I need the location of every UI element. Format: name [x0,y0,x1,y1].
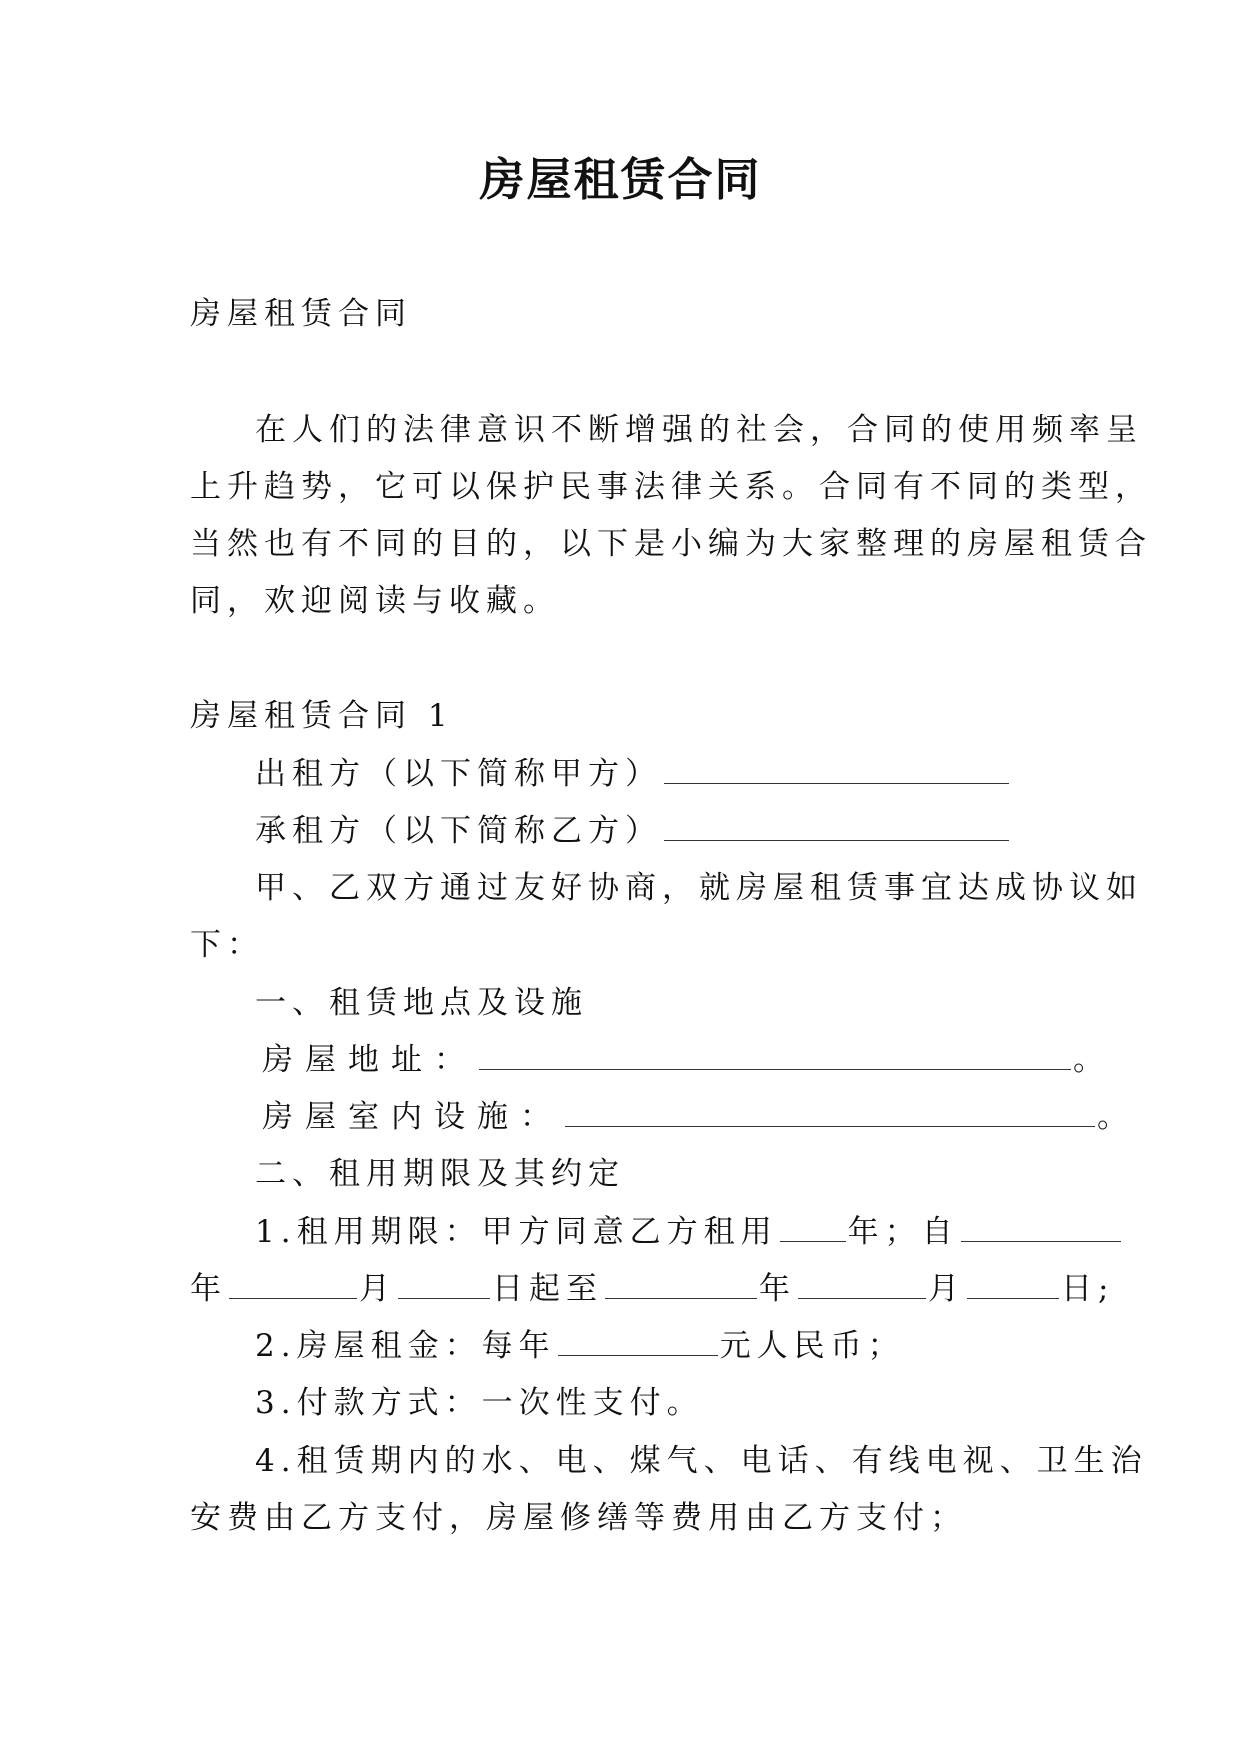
end-year-blank [605,1267,757,1299]
subtitle: 房屋租赁合同 [190,296,412,332]
section-heading: 房屋租赁合同 1 [190,698,454,734]
fees-line-1: 4.租赁期内的水、电、煤气、电话、有线电视、卫生治 [255,1443,1148,1479]
intro-line-1: 在人们的法律意识不断增强的社会，合同的使用频率呈 [255,412,1143,448]
rent-blank [558,1324,718,1356]
fees-line-2: 安费由乙方支付，房屋修缮等费用由乙方支付； [190,1500,967,1536]
start-day-blank [398,1267,490,1299]
day-from-label: 日起至 [492,1271,603,1307]
end-year-label: 年 [759,1271,796,1307]
item1-heading: 一、租赁地点及设施 [255,985,588,1021]
intro-line-4: 同，欢迎阅读与收藏。 [190,583,560,619]
agreement-line-2: 下： [190,927,264,963]
facilities-period: 。 [1097,1099,1140,1135]
rent-unit-label: 元人民币； [719,1328,905,1364]
end-day-blank [967,1267,1059,1299]
lessee-line [255,809,1011,853]
address-line [262,1038,1116,1082]
lessee-label: 承租方（以下简称乙方） [255,813,662,849]
item2-heading: 二、租用期限及其约定 [255,1156,625,1192]
term-start-blank [961,1210,1121,1242]
rent-label: 2.房屋租金：每年 [255,1328,556,1364]
start-month-label: 月 [359,1271,396,1307]
term-label: 1.租用期限：甲方同意乙方租用 [255,1214,778,1250]
lessor-label: 出租方（以下简称甲方） [255,756,662,792]
term-line-2 [190,1267,1114,1311]
facilities-line [262,1095,1140,1139]
agreement-line-1: 甲、乙双方通过友好协商，就房屋租赁事宜达成协议如 [255,870,1143,906]
end-day-label: 日; [1061,1271,1115,1307]
address-label: 房屋地址： [262,1042,477,1078]
end-month-label: 月 [928,1271,965,1307]
intro-line-2: 上升趋势，它可以保护民事法律关系。合同有不同的类型， [190,469,1152,505]
facilities-label: 房屋室内设施： [262,1099,563,1135]
lessee-blank [664,809,1009,841]
lessor-line [255,752,1011,796]
facilities-blank [565,1095,1095,1127]
term-line-1 [255,1210,1123,1254]
lessor-blank [664,752,1009,784]
start-year-label: 年 [190,1271,227,1307]
term-years-blank [780,1210,846,1242]
intro-line-3: 当然也有不同的目的，以下是小编为大家整理的房屋租赁合 [190,526,1152,562]
start-month-blank [229,1267,357,1299]
address-blank [479,1038,1071,1070]
address-period: 。 [1073,1042,1116,1078]
term-from-label: 年；自 [847,1214,959,1250]
document-title: 房屋租赁合同 [479,153,762,206]
rent-line [255,1324,905,1368]
payment-line: 3.付款方式：一次性支付。 [255,1385,704,1421]
end-month-blank [798,1267,926,1299]
